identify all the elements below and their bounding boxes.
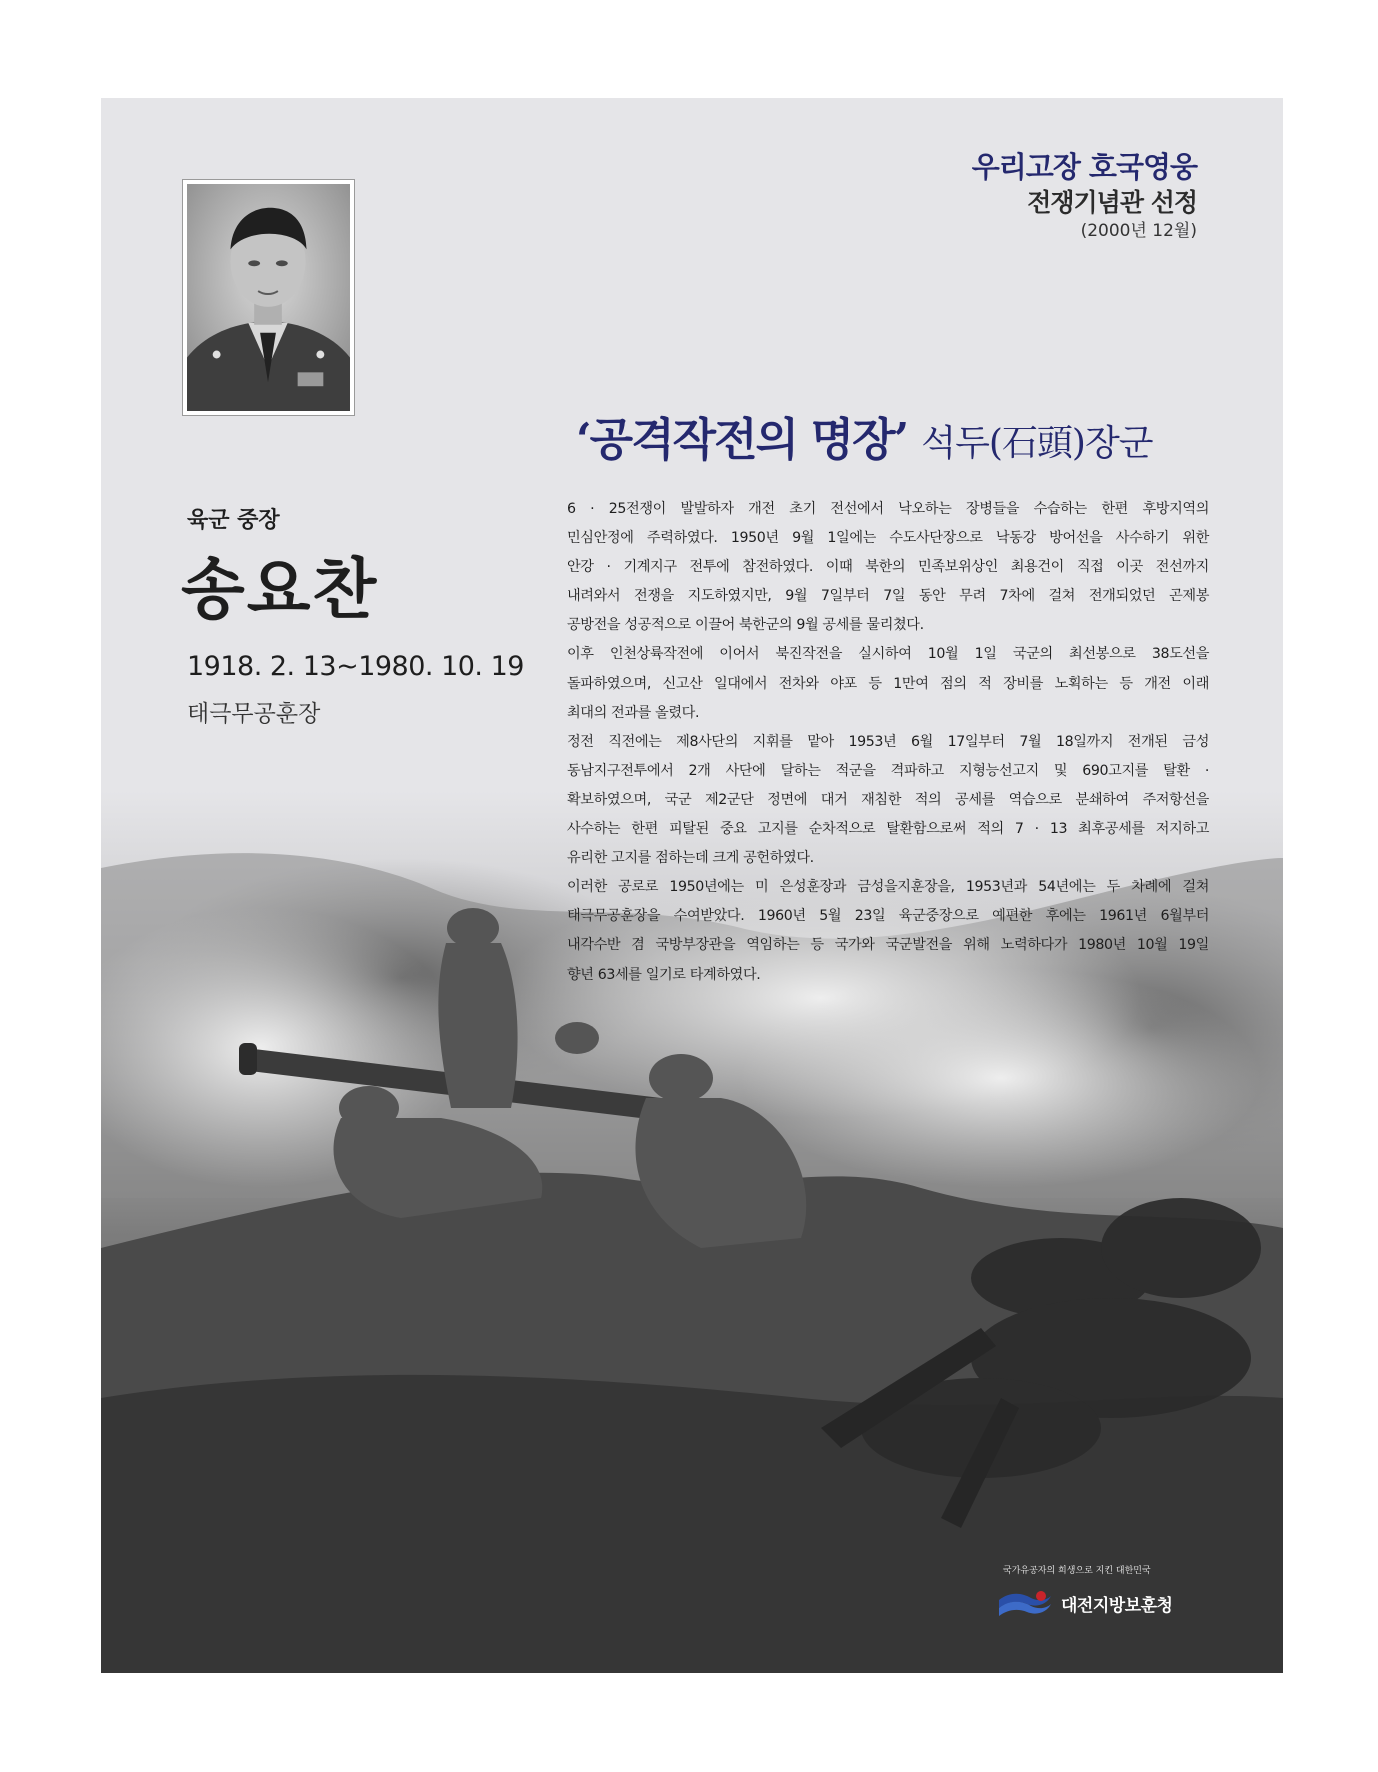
biography-line: 태극무공훈장을 수여받았다. 1960년 5월 23일 육군중장으로 예편한 후에는 1961년 6월부터 [567, 908, 1209, 925]
biography-line: 민심안정에 주력하였다. 1950년 9월 1일에는 수도사단장으로 낙동강 방어선을 사수하기 위한 [567, 530, 1209, 547]
biography-line: 정전 직전에는 제8사단의 지휘를 맡아 1953년 6월 17일부터 7월 18일까지 전개된 금성 [567, 733, 1209, 750]
portrait-photo [182, 179, 355, 416]
footer-logo [997, 1563, 1197, 1618]
biography-line: 내각수반 겸 국방부장관을 역임하는 등 국가와 국군발전을 위해 노력하다가 1980년 10월 19일 [567, 937, 1209, 954]
badge-title: 우리고장 호국영웅 [971, 150, 1197, 184]
biography-line: 동남지구전투에서 2개 사단에 달하는 적군을 격파하고 지형능선고지 및 690고지를 탈환 · [567, 762, 1209, 779]
headline [576, 403, 1153, 468]
biography-line: 사수하는 한편 피탈된 중요 고지를 순차적으로 탈환함으로써 적의 7 · 13 최후공세를 저지하고 [567, 821, 1209, 838]
ministry-emblem-icon [997, 1588, 1053, 1618]
biography-line: 돌파하였으며, 신고산 일대에서 전차와 야포 등 1만여 점의 적 장비를 노획하는 등 개전 이래 [567, 675, 1209, 692]
organization-name: 대전지방보훈청 [1061, 1595, 1173, 1616]
biography-line: 6 · 25전쟁이 발발하자 개전 초기 전선에서 낙오하는 장병들을 수습하는 한편 후방지역의 [567, 501, 1209, 517]
badge-date: (2000년 12월) [1080, 221, 1197, 241]
biography-line: 확보하였으며, 국군 제2군단 정면에 대거 재침한 적의 공세를 역습으로 분쇄하여 주저항선을 [567, 791, 1209, 808]
biography-line: 유리한 고지를 점하는데 크게 공헌하였다. [567, 850, 814, 867]
life-dates: 1918. 2. 13~1980. 10. 19 [187, 651, 524, 682]
footer-slogan: 국가유공자의 희생으로 지킨 대한민국 [1003, 1566, 1151, 1576]
medal-name: 태극무공훈장 [187, 701, 321, 727]
biography-line: 이러한 공로로 1950년에는 미 은성훈장과 금성을지훈장을, 1953년과 54년에는 두 차례에 걸쳐 [567, 879, 1209, 896]
headline-main: ‘공격작전의 명장’ [576, 413, 908, 466]
badge-subtitle: 전쟁기념관 선정 [1027, 188, 1197, 217]
selection-badge [972, 148, 1197, 242]
biography-line: 공방전을 성공적으로 이끌어 북한군의 9월 공세를 물리쳤다. [567, 617, 924, 634]
person-name: 송요찬 [181, 551, 379, 628]
military-rank: 육군 중장 [187, 508, 280, 533]
biography-line: 안강 · 기계지구 전투에 참전하였다. 이때 북한의 민족보위상인 최용건이 직접 이곳 전선까지 [567, 559, 1209, 576]
biography-line: 향년 63세를 일기로 타계하였다. [567, 966, 761, 983]
biography-line: 이후 인천상륙작전에 이어서 북진작전을 실시하여 10월 1일 국군의 최선봉으로 38도선을 [567, 646, 1209, 663]
biography-line: 내려와서 전쟁을 지도하였지만, 9월 7일부터 7일 동안 무려 7차에 걸쳐 전개되었던 곤제봉 [567, 588, 1209, 605]
biography-line: 최대의 전과를 올렸다. [567, 704, 700, 721]
biography-text [567, 495, 1209, 990]
headline-sub: 석두(石頭)장군 [921, 423, 1153, 464]
poster [101, 98, 1283, 1673]
